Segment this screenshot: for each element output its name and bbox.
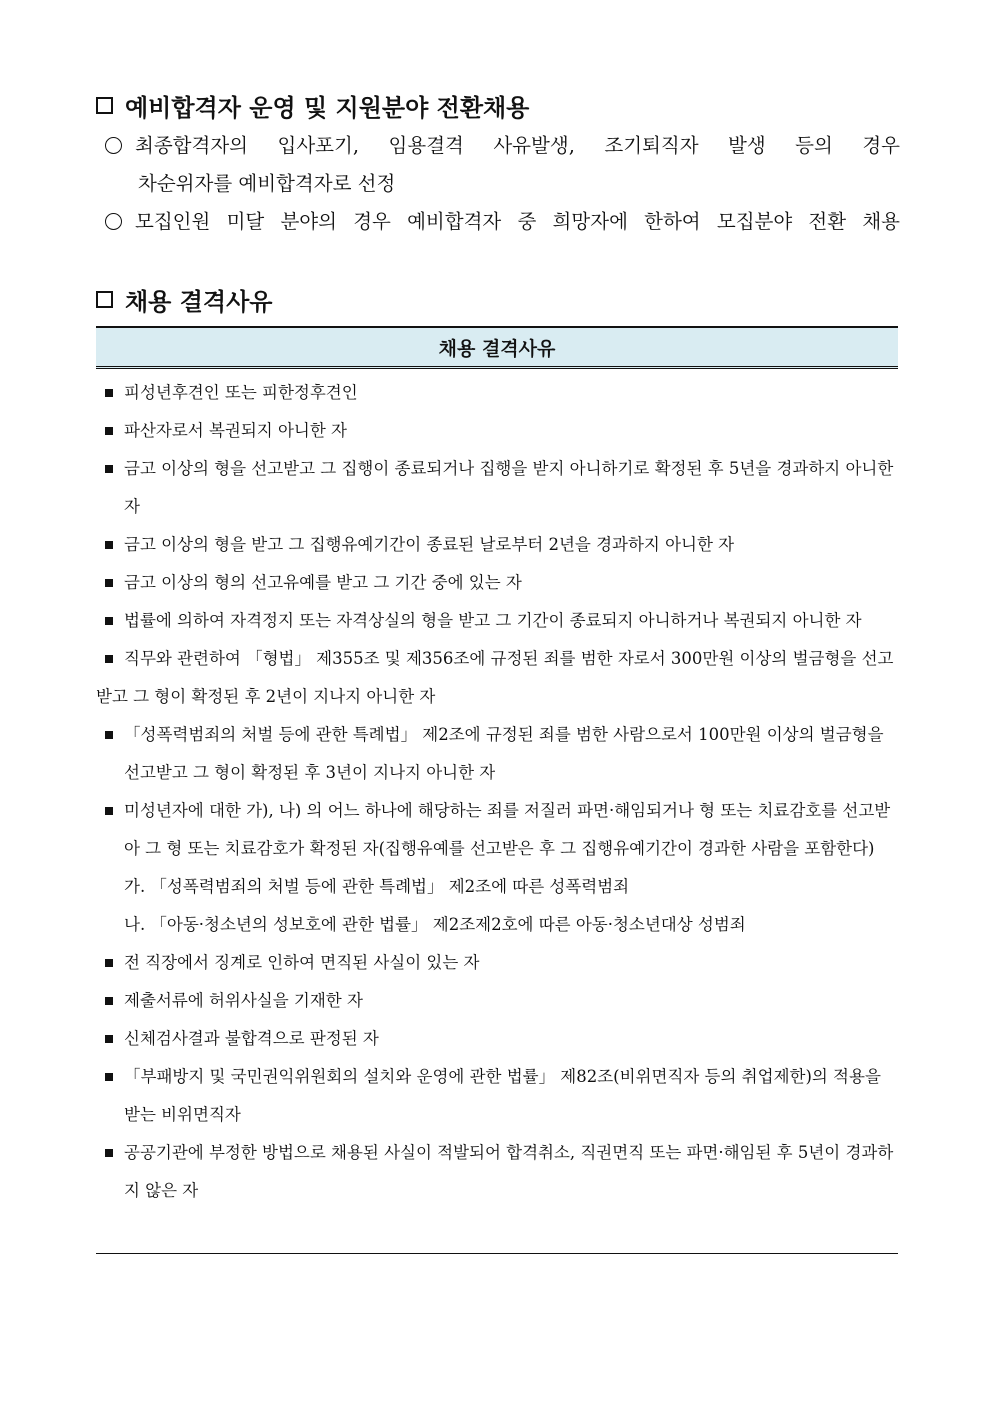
list-item-text: 파산자로서 복권되지 아니한 자 [124,421,347,440]
disqualification-list [96,374,898,1210]
square-bullet-icon [105,579,113,587]
square-bullet-icon [105,541,113,549]
section-title-text: 예비합격자 운영 및 지원분야 전환채용 [125,94,530,122]
list-item [96,374,898,412]
list-item [96,564,898,602]
sub-list-item-text: 나. 「아동·청소년의 성보호에 관한 법률」 제2조제2호에 따른 아동·청소년대상 성범죄 [124,915,746,934]
square-bullet-icon [105,389,113,397]
list-item [96,526,898,564]
list-item-text: 차순위자를 예비합격자로 선정 [138,172,396,195]
square-bullet-icon [105,1073,113,1081]
square-bullet-icon [105,731,113,739]
list-item-text: 신체검사결과 불합격으로 판정된 자 [124,1029,379,1048]
list-item-text: 모집인원 미달 분야의 경우 예비합격자 중 희망자에 한하여 모집분야 전환 채용 [135,210,900,233]
sub-list-item [96,868,898,906]
list-item [96,412,898,450]
list-item-text: 최종합격자의 입사포기, 임용결격 사유발생, 조기퇴직자 발생 등의 경우 [135,134,900,157]
list-item [96,944,898,982]
circle-bullet-icon [105,137,122,154]
circle-bullet-icon [105,213,122,230]
list-item [96,1058,898,1134]
list-item-text: 피성년후견인 또는 피한정후견인 [124,383,358,402]
list-item [96,602,898,640]
checkbox-square-icon [96,97,113,114]
list-item-text: 직무와 관련하여 「형법」 제355조 및 제356조에 규정된 죄를 범한 자로서 300만원 이상의 벌금형을 선고받고 그 형이 확정된 후 2년이 지나지 아니한 자 [96,649,894,706]
list-item-text: 금고 이상의 형의 선고유예를 받고 그 기간 중에 있는 자 [124,573,522,592]
square-bullet-icon [105,617,113,625]
list-item-text: 미성년자에 대한 가), 나) 의 어느 하나에 해당하는 죄를 저질러 파면·해임되거나 형 또는 치료감호를 선고받아 그 형 또는 치료감호가 확정된 자(집행유예를 선고받은 후 그 집행유예기간이 경과한 사람을 포함한다) [124,801,891,858]
list-item [105,127,900,165]
section-title-disqualification [96,282,272,317]
list-item-text: 「부패방지 및 국민권익위원회의 설치와 운영에 관한 법률」 제82조(비위면직자 등의 취업제한)의 적용을 받는 비위면직자 [124,1067,881,1124]
table-header-text: 채용 결격사유 [438,337,556,360]
square-bullet-icon [105,1035,113,1043]
list-item-text: 공공기관에 부정한 방법으로 채용된 사실이 적발되어 합격취소, 직권면직 또는 파면·해임된 후 5년이 경과하지 않은 자 [124,1143,894,1200]
checkbox-square-icon [96,291,113,308]
square-bullet-icon [105,959,113,967]
list-item-text: 전 직장에서 징계로 인하여 면직된 사실이 있는 자 [124,953,480,972]
list-item [96,716,898,792]
sub-list-item [96,906,898,944]
square-bullet-icon [105,1149,113,1157]
list-item [105,203,900,241]
section-title-text: 채용 결격사유 [125,288,273,316]
list-item [96,792,898,868]
list-item-continuation [138,165,900,203]
square-bullet-icon [105,997,113,1005]
list-item-text: 제출서류에 허위사실을 기재한 자 [124,991,363,1010]
list-item [96,450,898,526]
square-bullet-icon [105,807,113,815]
list-item [96,640,898,716]
square-bullet-icon [105,427,113,435]
table-header [96,328,898,369]
square-bullet-icon [105,655,113,663]
square-bullet-icon [105,465,113,473]
list-item-text: 법률에 의하여 자격정지 또는 자격상실의 형을 받고 그 기간이 종료되지 아니하거나 복권되지 아니한 자 [124,611,862,630]
list-item [96,982,898,1020]
list-item-text: 금고 이상의 형을 받고 그 집행유예기간이 종료된 날로부터 2년을 경과하지 아니한 자 [124,535,735,554]
list-item-text: 금고 이상의 형을 선고받고 그 집행이 종료되거나 집행을 받지 아니하기로 확정된 후 5년을 경과하지 아니한 자 [124,459,894,516]
list-item [96,1134,898,1210]
sub-list-item-text: 가. 「성폭력범죄의 처벌 등에 관한 특례법」 제2조에 따른 성폭력범죄 [124,877,630,896]
list-item [96,1020,898,1058]
disqualification-table [96,326,898,1254]
section-title-reserve [96,88,529,123]
list-item-text: 「성폭력범죄의 처벌 등에 관한 특례법」 제2조에 규정된 죄를 범한 사람으로서 100만원 이상의 벌금형을 선고받고 그 형이 확정된 후 3년이 지나지 아니한 자 [124,725,884,782]
